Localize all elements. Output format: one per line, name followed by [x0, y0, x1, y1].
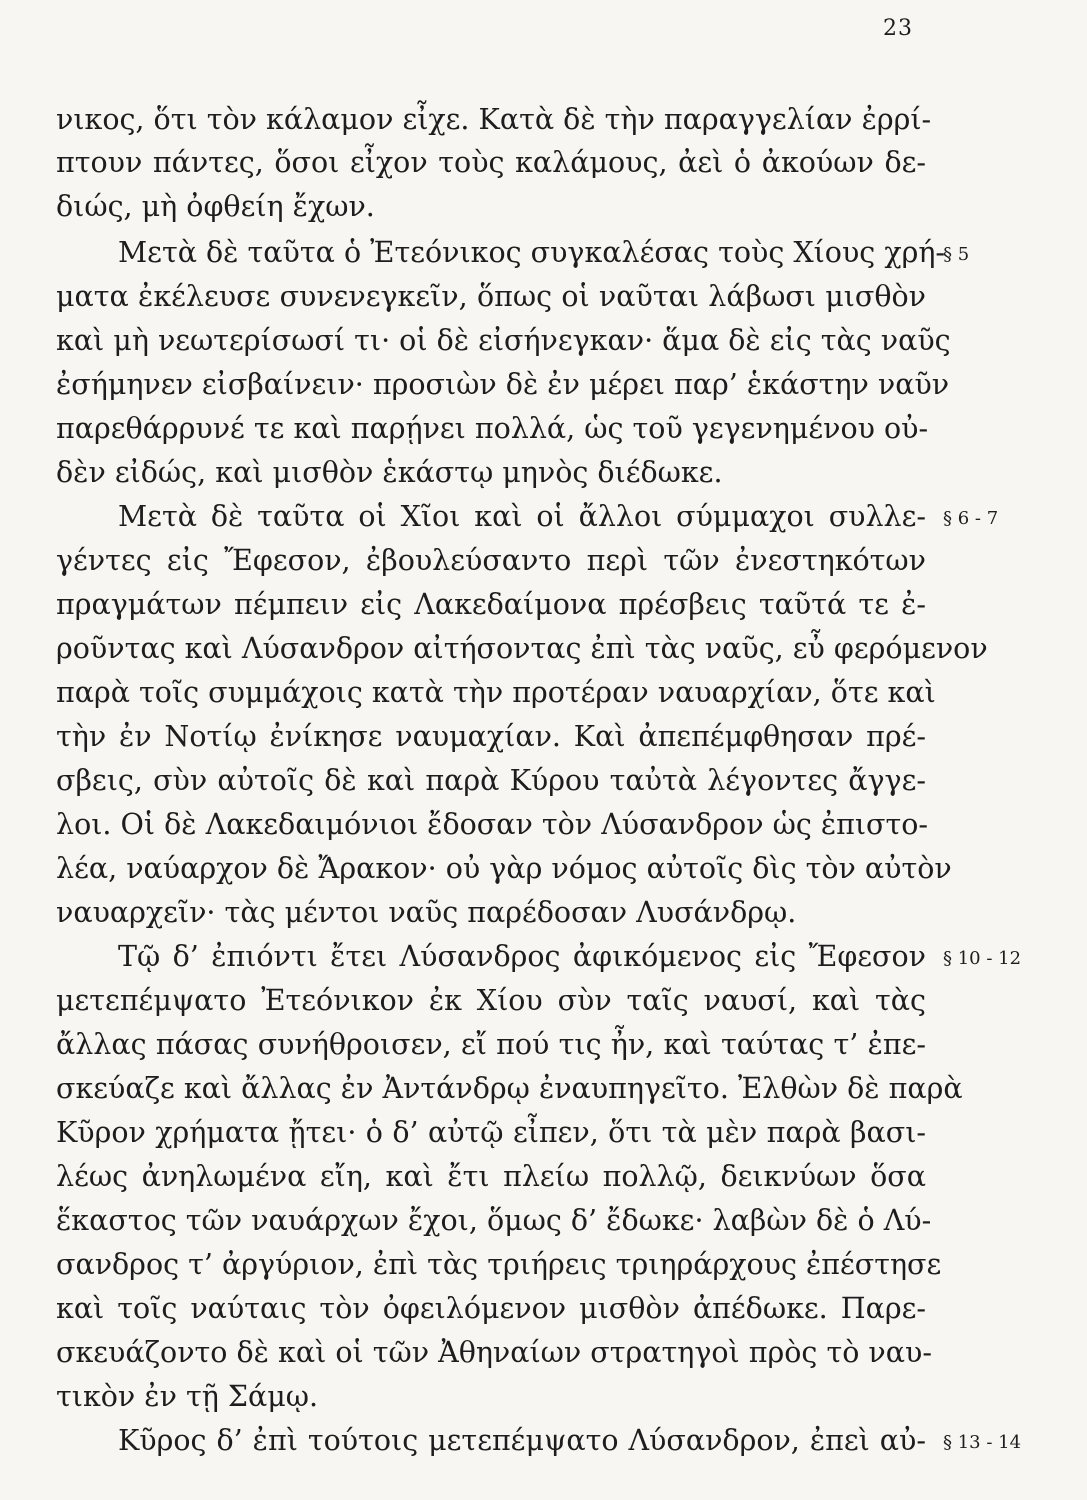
text-line: τὴν ἐν Νοτίῳ ἐνίκησε ναυμαχίαν. Καὶ ἀπεπέμφθησαν πρέ-: [56, 720, 926, 753]
text-line: ἐσήμηνεν εἰσβαίνειν· προσιὼν δὲ ἐν μέρει παρ’ ἑκάστην ναῦν: [56, 368, 950, 401]
text-line: Μετὰ δὲ ταῦτα ὁ Ἐτεόνικος συγκαλέσας τοὺς Χίους χρή-: [118, 236, 946, 269]
text-line: σκευάζοντο δὲ καὶ οἱ τῶν Ἀθηναίων στρατηγοὶ πρὸς τὸ ναυ-: [56, 1336, 932, 1369]
text-line: τικὸν ἐν τῇ Σάμῳ.: [56, 1380, 319, 1413]
text-line: σβεις, σὺν αὐτοῖς δὲ καὶ παρὰ Κύρου ταὐτὰ λέγοντες ἄγγε-: [56, 764, 926, 797]
text-line: ἕκαστος τῶν ναυάρχων ἔχοι, ὅμως δ’ ἔδωκε· λαβὼν δὲ ὁ Λύ-: [56, 1204, 932, 1237]
text-line: γέντες εἰς Ἔφεσον, ἐβουλεύσαντο περὶ τῶν ἐνεστηκότων: [56, 544, 926, 577]
text-line: παρεθάρρυνέ τε καὶ παρῄνει πολλά, ὡς τοῦ γεγενημένου οὐ-: [56, 412, 929, 445]
text-line: σκεύαζε καὶ ἄλλας ἐν Ἀντάνδρῳ ἐναυπηγεῖτο. Ἐλθὼν δὲ παρὰ: [56, 1072, 963, 1105]
text-line: καὶ μὴ νεωτερίσωσί τι· οἱ δὲ εἰσήνεγκαν· ἅμα δὲ εἰς τὰς ναῦς: [56, 324, 951, 357]
margin-section-note: § 10 - 12: [943, 948, 1022, 969]
text-line: μετεπέμψατο Ἐτεόνικον ἐκ Χίου σὺν ταῖς ναυσί, καὶ τὰς: [56, 984, 926, 1017]
text-line: ροῦντας καὶ Λύσανδρον αἰτήσοντας ἐπὶ τὰς ναῦς, εὖ φερόμενον: [56, 632, 988, 665]
page-number: 23: [883, 16, 913, 41]
text-line: καὶ τοῖς ναύταις τὸν ὀφειλόμενον μισθὸν ἀπέδωκε. Παρε-: [56, 1292, 926, 1325]
text-line: πτουν πάντες, ὅσοι εἶχον τοὺς καλάμους, ἀεὶ ὁ ἀκούων δε-: [56, 146, 926, 179]
text-line: παρὰ τοῖς συμμάχοις κατὰ τὴν προτέραν ναυαρχίαν, ὅτε καὶ: [56, 676, 936, 709]
text-line: Κῦρον χρήματα ᾔτει· ὁ δ’ αὐτῷ εἶπεν, ὅτι τὰ μὲν παρὰ βασι-: [56, 1116, 926, 1149]
text-line: Τῷ δ’ ἐπιόντι ἔτει Λύσανδρος ἀφικόμενος εἰς Ἔφεσον: [118, 940, 926, 973]
margin-section-note: § 5: [943, 244, 970, 265]
text-line: λοι. Οἱ δὲ Λακεδαιμόνιοι ἔδοσαν τὸν Λύσανδρον ὡς ἐπιστο-: [56, 808, 929, 841]
text-line: ματα ἐκέλευσε συνενεγκεῖν, ὅπως οἱ ναῦται λάβωσι μισθὸν: [56, 280, 926, 313]
text-line: λέως ἀνηλωμένα εἴη, καὶ ἔτι πλείω πολλῷ, δεικνύων ὅσα: [56, 1160, 926, 1193]
text-line: ἄλλας πάσας συνήθροισεν, εἴ πού τις ἦν, καὶ ταύτας τ’ ἐπε-: [56, 1028, 926, 1061]
text-line: Κῦρος δ’ ἐπὶ τούτοις μετεπέμψατο Λύσανδρον, ἐπεὶ αὐ-: [118, 1424, 926, 1457]
text-line: ναυαρχεῖν· τὰς μέντοι ναῦς παρέδοσαν Λυσάνδρῳ.: [56, 896, 797, 929]
text-line: Μετὰ δὲ ταῦτα οἱ Χῖοι καὶ οἱ ἄλλοι σύμμαχοι συλλε-: [118, 500, 926, 533]
text-line: λέα, ναύαρχον δὲ Ἄρακον· οὐ γὰρ νόμος αὐτοῖς δὶς τὸν αὐτὸν: [56, 852, 952, 885]
text-line: πραγμάτων πέμπειν εἰς Λακεδαίμονα πρέσβεις ταῦτά τε ἐ-: [56, 588, 926, 621]
margin-section-note: § 13 - 14: [943, 1432, 1022, 1453]
text-line: διώς, μὴ ὀφθείη ἔχων.: [56, 190, 375, 223]
text-line: δὲν εἰδώς, καὶ μισθὸν ἑκάστῳ μηνὸς διέδωκε.: [56, 456, 723, 489]
text-line: σανδρος τ’ ἀργύριον, ἐπὶ τὰς τριήρεις τριηράρχους ἐπέστησε: [56, 1248, 942, 1281]
margin-section-note: § 6 - 7: [943, 508, 999, 529]
text-line: νικος, ὅτι τὸν κάλαμον εἶχε. Κατὰ δὲ τὴν παραγγελίαν ἐρρί-: [56, 103, 932, 136]
